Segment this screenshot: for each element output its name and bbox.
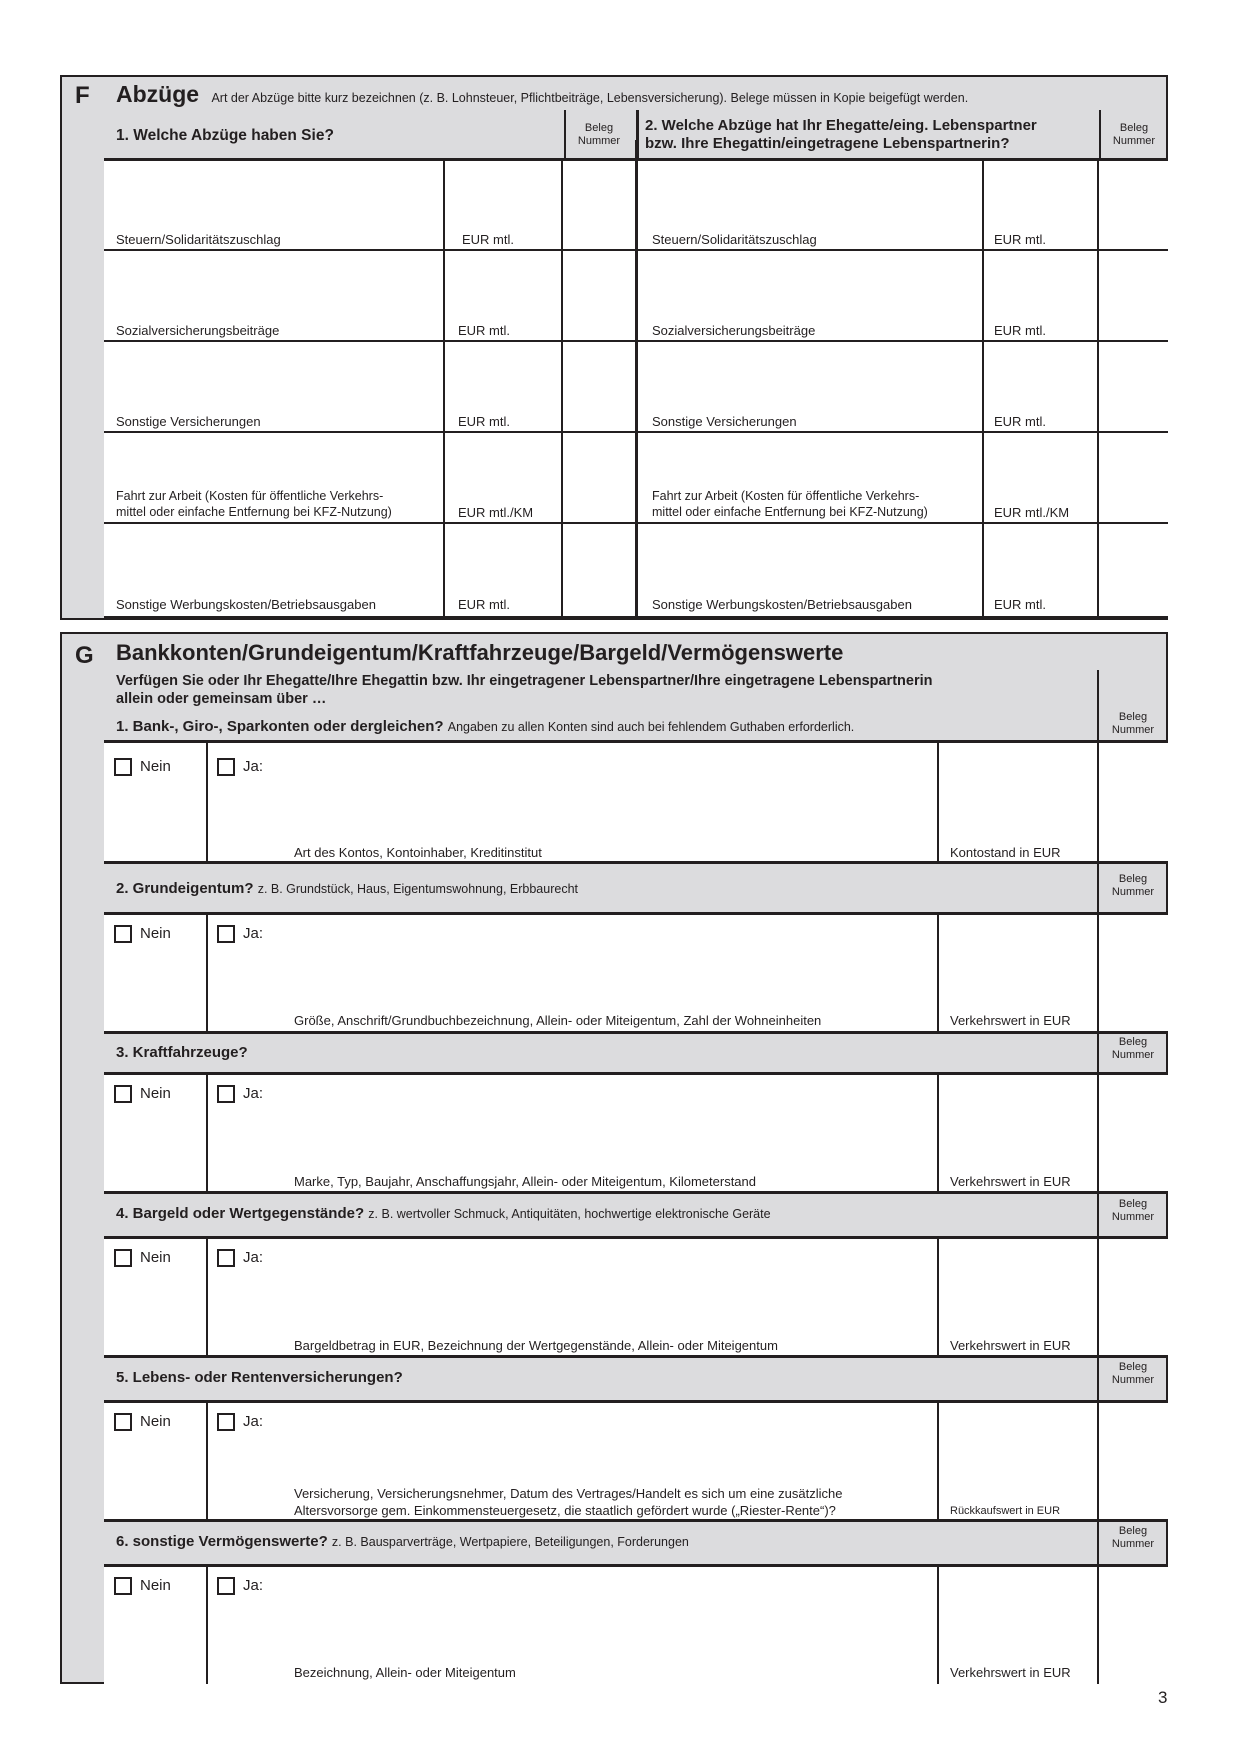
row-unit: EUR mtl. (458, 323, 510, 338)
beleg-label: Beleg (1118, 1198, 1148, 1210)
row-label: Sozialversicherungsbeiträge (116, 323, 280, 338)
ja-label: Ja: (243, 758, 264, 775)
amount-field-partner-taxes[interactable] (984, 160, 1097, 248)
value-label: Verkehrswert in EUR (950, 1013, 1071, 1028)
row-label: Sonstige Versicherungen (116, 414, 261, 429)
ja-label: Ja: (243, 1413, 264, 1430)
field-description: Bezeichnung, Allein- oder Miteigentum (294, 1665, 516, 1680)
row-label: Sonstige Werbungskosten/Betriebsausgaben (116, 597, 376, 612)
question-note: z. B. Grundstück, Haus, Eigentumswohnung, Erbbaurecht (257, 882, 578, 896)
beleg-field-partner-taxes[interactable] (1099, 160, 1167, 248)
nein-checkbox-2[interactable] (114, 925, 132, 943)
nein-checkbox-6[interactable] (114, 1577, 132, 1595)
divider (937, 1564, 939, 1684)
ja-checkbox-4[interactable] (217, 1249, 235, 1267)
value-label: Verkehrswert in EUR (950, 1665, 1071, 1680)
divider (1099, 110, 1101, 160)
section-subtitle: Art der Abzüge bitte kurz bezeichnen (z. B. Lohnsteuer, Pflichtbeiträge, Lebensversicherung). Belege müssen in Kopie beigefügt werden. (211, 91, 969, 105)
row-divider (104, 522, 1168, 524)
beleg-header (1099, 1525, 1167, 1551)
question-text: 6. sonstige Vermögenswerte? (116, 1533, 328, 1550)
beleg-header (1099, 1361, 1167, 1387)
question-header-6 (116, 1533, 689, 1550)
question-note: z. B. Bausparverträge, Wertpapiere, Beteiligungen, Forderungen (331, 1535, 689, 1549)
divider (937, 912, 939, 1034)
section-title: Bankkonten/Grundeigentum/Kraftfahrzeuge/Bargeld/Vermögenswerte (116, 640, 844, 665)
ja-label: Ja: (243, 1577, 264, 1594)
col2-header (645, 117, 1037, 153)
row-unit: EUR mtl./KM (994, 505, 1070, 520)
nummer-label: Nummer (1111, 1374, 1155, 1386)
divider (206, 1236, 208, 1358)
beleg-label: Beleg (1118, 873, 1148, 885)
field-description: Art des Kontos, Kontoinhaber, Kreditinstitut (294, 845, 542, 860)
ja-checkbox-1[interactable] (217, 758, 235, 776)
nein-label: Nein (140, 925, 171, 942)
intro-line2: allein oder gemeinsam über … (116, 691, 327, 707)
beleg-label: Beleg (1119, 122, 1149, 134)
row-divider (104, 340, 1168, 342)
beleg-field-self-taxes[interactable] (563, 160, 635, 248)
page-number: 3 (1158, 1688, 1168, 1707)
question-header-1 (116, 718, 854, 735)
row-label-line2: mittel oder einfache Entfernung bei KFZ-Nutzung) (652, 505, 928, 519)
section-title (116, 81, 968, 108)
beleg-header (1099, 1036, 1167, 1062)
nein-checkbox-3[interactable] (114, 1085, 132, 1103)
amount-field-self-taxes[interactable] (445, 160, 561, 248)
col1-header: 1. Welche Abzüge haben Sie? (116, 127, 334, 144)
beleg-header-2 (1100, 122, 1168, 148)
nummer-label: Nummer (1112, 135, 1156, 147)
nein-checkbox-1[interactable] (114, 758, 132, 776)
section-letter: F (75, 82, 90, 109)
ja-checkbox-2[interactable] (217, 925, 235, 943)
nummer-label: Nummer (1111, 1538, 1155, 1550)
row-label: Sozialversicherungsbeiträge (652, 323, 816, 338)
value-label: Rückkaufswert in EUR (950, 1505, 1061, 1517)
ja-label: Ja: (243, 1249, 264, 1266)
row-unit: EUR mtl. (462, 232, 514, 247)
question-header-3 (116, 1044, 248, 1061)
value-label: Verkehrswert in EUR (950, 1174, 1071, 1189)
question-note: Angaben zu allen Konten sind auch bei fehlendem Guthaben erforderlich. (447, 720, 855, 734)
question-text: 3. Kraftfahrzeuge? (116, 1044, 248, 1061)
field-description: Größe, Anschrift/Grundbuchbezeichnung, Allein- oder Miteigentum, Zahl der Wohneinheiten (294, 1013, 822, 1028)
row-label: Fahrt zur Arbeit (Kosten für öffentliche Verkehrs- (652, 489, 920, 503)
question-text: 4. Bargeld oder Wertgegenstände? (116, 1205, 365, 1222)
beleg-label: Beleg (1118, 1361, 1148, 1373)
nummer-label: Nummer (1111, 886, 1155, 898)
divider (206, 1564, 208, 1684)
col2-header-line2: bzw. Ihre Ehegattin/eingetragene Lebenspartnerin? (645, 135, 1010, 152)
beleg-label: Beleg (1118, 711, 1148, 723)
row-unit: EUR mtl. (458, 414, 510, 429)
beleg-label: Beleg (584, 122, 614, 134)
question-header-4 (116, 1205, 771, 1222)
beleg-header (1099, 873, 1167, 899)
section-title-text: Abzüge (116, 81, 200, 107)
divider (937, 1072, 939, 1194)
question-note: z. B. wertvoller Schmuck, Antiquitäten, hochwertige elektronische Geräte (368, 1207, 771, 1221)
divider (1097, 912, 1099, 1034)
field-description: Bargeldbetrag in EUR, Bezeichnung der Wertgegenstände, Allein- oder Miteigentum (294, 1338, 778, 1353)
nein-label: Nein (140, 1413, 171, 1430)
row-label: Sonstige Werbungskosten/Betriebsausgaben (652, 597, 912, 612)
divider (1097, 740, 1099, 864)
beleg-header (1099, 711, 1167, 737)
question-header-2 (116, 880, 578, 897)
nein-label: Nein (140, 1577, 171, 1594)
divider (1097, 1400, 1099, 1522)
field-description: Marke, Typ, Baujahr, Anschaffungsjahr, Allein- oder Miteigentum, Kilometerstand (294, 1174, 756, 1189)
divider (206, 1400, 208, 1522)
divider (564, 110, 566, 160)
ja-label: Ja: (243, 1085, 264, 1102)
beleg-label: Beleg (1118, 1525, 1148, 1537)
row-label: Steuern/Solidaritätszuschlag (116, 232, 281, 247)
divider (206, 740, 208, 864)
nummer-label: Nummer (577, 135, 621, 147)
row-divider (104, 249, 1168, 251)
row-label: Sonstige Versicherungen (652, 414, 797, 429)
divider (937, 740, 939, 864)
row-unit: EUR mtl./KM (458, 505, 534, 520)
divider (206, 912, 208, 1034)
divider (1097, 1236, 1099, 1358)
field-description-line2: Altersvorsorge gem. Einkommensteuergesetz, die staatlich gefördert wurde („Riester-Rente“)? (294, 1503, 836, 1518)
divider (937, 1236, 939, 1358)
intro-line1: Verfügen Sie oder Ihr Ehegatte/Ihre Ehegattin bzw. Ihr eingetragener Lebenspartner/Ihre eingetragene Lebenspartnerin (116, 673, 933, 689)
beleg-header-1 (565, 122, 633, 148)
divider (1097, 1072, 1099, 1194)
nein-checkbox-4[interactable] (114, 1249, 132, 1267)
beleg-label: Beleg (1118, 1036, 1148, 1048)
nein-checkbox-5[interactable] (114, 1413, 132, 1431)
question-header-5 (116, 1369, 403, 1386)
ja-label: Ja: (243, 925, 264, 942)
ja-checkbox-3[interactable] (217, 1085, 235, 1103)
divider (206, 1072, 208, 1194)
section-letter: G (75, 642, 94, 669)
nein-label: Nein (140, 758, 171, 775)
divider (937, 1400, 939, 1522)
question-text: 1. Bank-, Giro-, Sparkonten oder dergleichen? (116, 718, 444, 735)
field-description: Versicherung, Versicherungsnehmer, Datum des Vertrages/Handelt es sich um eine zusätzliche (294, 1486, 843, 1501)
question-text: 2. Grundeigentum? (116, 880, 254, 897)
divider (635, 140, 638, 619)
ja-checkbox-5[interactable] (217, 1413, 235, 1431)
row-label-line2: mittel oder einfache Entfernung bei KFZ-Nutzung) (116, 505, 392, 519)
section-intro (116, 672, 932, 708)
nein-label: Nein (140, 1085, 171, 1102)
row-unit: EUR mtl. (994, 323, 1046, 338)
row-unit: EUR mtl. (994, 597, 1046, 612)
nummer-label: Nummer (1111, 1211, 1155, 1223)
nummer-label: Nummer (1111, 724, 1155, 736)
nummer-label: Nummer (1111, 1049, 1155, 1061)
row-label: Steuern/Solidaritätszuschlag (652, 232, 817, 247)
beleg-header (1099, 1198, 1167, 1224)
col2-header-line1: 2. Welche Abzüge hat Ihr Ehegatte/eing. Lebenspartner (645, 117, 1037, 134)
value-label: Kontostand in EUR (950, 845, 1061, 860)
ja-checkbox-6[interactable] (217, 1577, 235, 1595)
row-unit: EUR mtl. (994, 414, 1046, 429)
value-label: Verkehrswert in EUR (950, 1338, 1071, 1353)
divider (1097, 1564, 1099, 1684)
row-unit: EUR mtl. (458, 597, 510, 612)
question-text: 5. Lebens- oder Rentenversicherungen? (116, 1369, 403, 1386)
nein-label: Nein (140, 1249, 171, 1266)
row-label: Fahrt zur Arbeit (Kosten für öffentliche Verkehrs- (116, 489, 384, 503)
row-unit: EUR mtl. (994, 232, 1046, 247)
row-divider (104, 431, 1168, 433)
